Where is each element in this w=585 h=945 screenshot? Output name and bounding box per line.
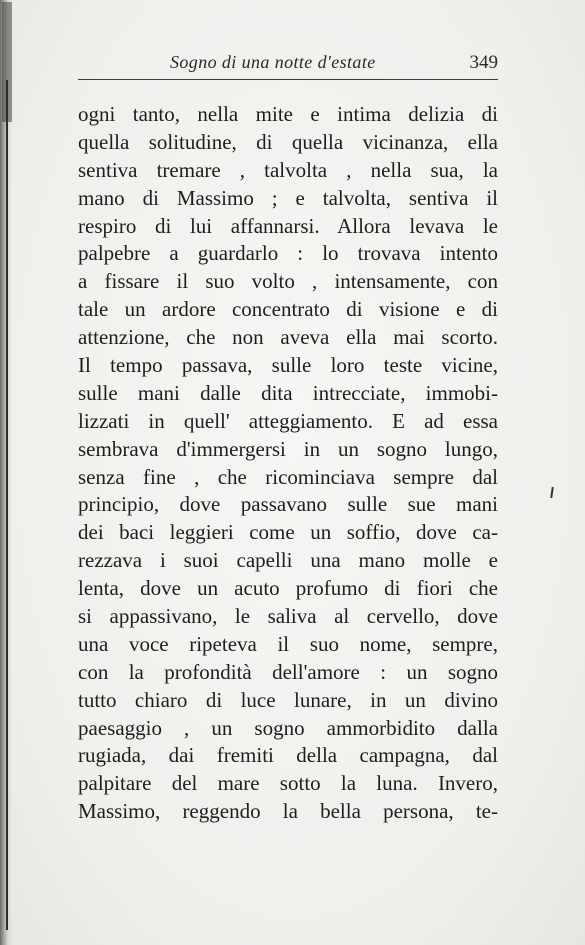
text-line: ogni tanto, nella mite e intima delizia di <box>78 102 498 126</box>
text-line: quella solitudine, di quella vicinanza, ella <box>78 129 498 154</box>
header-rule <box>78 79 498 80</box>
text-line: sembrava d'immergersi in un sogno lungo, <box>78 436 498 461</box>
text-line: rugiada, dai fremiti della campagna, dal <box>78 743 498 768</box>
text-line: respiro di lui affannarsi. Allora levava le <box>78 213 498 238</box>
text-line: lizzati in quell' atteggiamento. E ad essa <box>78 408 498 433</box>
binding-edge-line <box>6 80 8 930</box>
running-title: Sogno di una notte d'estate <box>170 52 376 72</box>
text-line: rezzava i suoi capelli una mano molle e <box>78 548 498 573</box>
text-line: si appassivano, le saliva al cervello, dove <box>78 604 498 629</box>
text-line: palpebre a guardarlo : lo trovava intento <box>78 241 498 266</box>
text-line: principio, dove passavano sulle sue mani <box>78 492 498 517</box>
margin-mark <box>550 487 554 498</box>
body-text <box>78 101 498 826</box>
text-line: a fissare il suo volto , intensamente, con <box>78 269 498 294</box>
text-line: sentiva tremare , talvolta , nella sua, la <box>78 157 498 182</box>
text-line: senza fine , che ricominciava sempre dal <box>78 464 498 489</box>
text-line: palpitare del mare sotto la luna. Invero, <box>78 771 498 796</box>
text-line: mano di Massimo ; e talvolta, sentiva il <box>78 185 498 210</box>
text-line: Massimo, reggendo la bella persona, te- <box>78 799 498 824</box>
text-line: paesaggio , un sogno ammorbidito dalla <box>78 715 498 740</box>
text-line: dei baci leggieri come un soffio, dove ca- <box>78 520 498 545</box>
text-line: Il tempo passava, sulle loro teste vicine, <box>78 353 498 378</box>
text-line: con la profondità dell'amore : un sogno <box>78 659 498 684</box>
text-line: attenzione, che non aveva ella mai scorto. <box>78 325 498 350</box>
text-line: sulle mani dalle dita intrecciate, immobi- <box>78 380 498 405</box>
page-number: 349 <box>469 52 498 73</box>
text-line: tale un ardore concentrato di visione e di <box>78 297 498 322</box>
text-line: tutto chiaro di luce lunare, in un divino <box>78 687 498 712</box>
text-line: una voce ripeteva il suo nome, sempre, <box>78 631 498 656</box>
page-header <box>78 50 498 86</box>
text-line: lenta, dove un acuto profumo di fiori che <box>78 576 498 601</box>
